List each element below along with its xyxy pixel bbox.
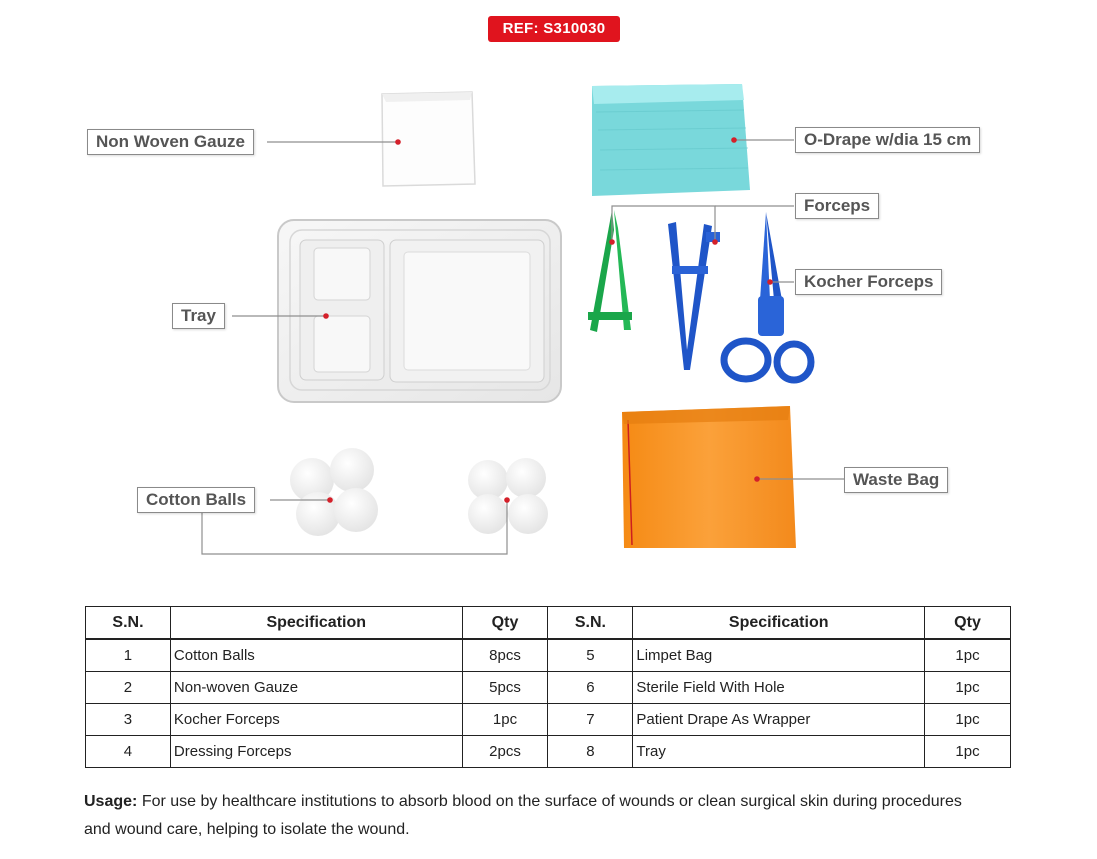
cell-spec: Patient Drape As Wrapper: [633, 704, 925, 736]
cell-qty: 1pc: [925, 704, 1011, 736]
usage-paragraph: [84, 788, 984, 844]
kocher-forceps-image: [724, 212, 811, 380]
cell-sn: 2: [86, 672, 171, 704]
cell-sn: 3: [86, 704, 171, 736]
cell-spec: Kocher Forceps: [170, 704, 462, 736]
label-tray: Tray: [172, 303, 225, 329]
table-row: [86, 736, 1011, 768]
label-non-woven-gauze: Non Woven Gauze: [87, 129, 254, 155]
header-spec-left: Specification: [170, 607, 462, 640]
cell-sn: 6: [548, 672, 633, 704]
cell-sn: 5: [548, 639, 633, 672]
cell-sn: 8: [548, 736, 633, 768]
header-spec-right: Specification: [633, 607, 925, 640]
cell-spec: Tray: [633, 736, 925, 768]
cell-sn: 4: [86, 736, 171, 768]
cell-sn: 1: [86, 639, 171, 672]
ref-badge: REF: S310030: [488, 16, 620, 42]
cell-qty: 1pc: [925, 736, 1011, 768]
cell-spec: Non-woven Gauze: [170, 672, 462, 704]
gauze-image: [382, 92, 475, 186]
cotton-balls-right-image: [468, 458, 548, 534]
cell-qty: 1pc: [462, 704, 548, 736]
table-row: [86, 672, 1011, 704]
blue-forceps-image: [668, 222, 720, 370]
usage-text: For use by healthcare institutions to absorb blood on the surface of wounds or clean surgical skin during procedures and wound care, helping to isolate the wound.: [84, 793, 962, 838]
tray-image: [278, 220, 561, 402]
table-header-row: [86, 607, 1011, 640]
cell-sn: 7: [548, 704, 633, 736]
table-row: [86, 704, 1011, 736]
specification-table: [85, 606, 1011, 768]
header-sn-left: S.N.: [86, 607, 171, 640]
header-sn-right: S.N.: [548, 607, 633, 640]
header-qty-left: Qty: [462, 607, 548, 640]
cotton-balls-left-image: [290, 448, 378, 536]
label-kocher-forceps: Kocher Forceps: [795, 269, 942, 295]
cell-spec: Sterile Field With Hole: [633, 672, 925, 704]
cell-qty: 8pcs: [462, 639, 548, 672]
header-qty-right: Qty: [925, 607, 1011, 640]
cell-spec: Limpet Bag: [633, 639, 925, 672]
cell-qty: 1pc: [925, 639, 1011, 672]
label-forceps: Forceps: [795, 193, 879, 219]
green-forceps-image: [588, 210, 632, 332]
cell-spec: Dressing Forceps: [170, 736, 462, 768]
cell-qty: 1pc: [925, 672, 1011, 704]
label-waste-bag: Waste Bag: [844, 467, 948, 493]
cell-qty: 5pcs: [462, 672, 548, 704]
waste-bag-image: [622, 406, 796, 548]
usage-label: Usage:: [84, 793, 138, 810]
cell-qty: 2pcs: [462, 736, 548, 768]
o-drape-image: [592, 84, 750, 196]
label-o-drape: O-Drape w/dia 15 cm: [795, 127, 980, 153]
label-cotton-balls: Cotton Balls: [137, 487, 255, 513]
cell-spec: Cotton Balls: [170, 639, 462, 672]
table-row: [86, 639, 1011, 672]
